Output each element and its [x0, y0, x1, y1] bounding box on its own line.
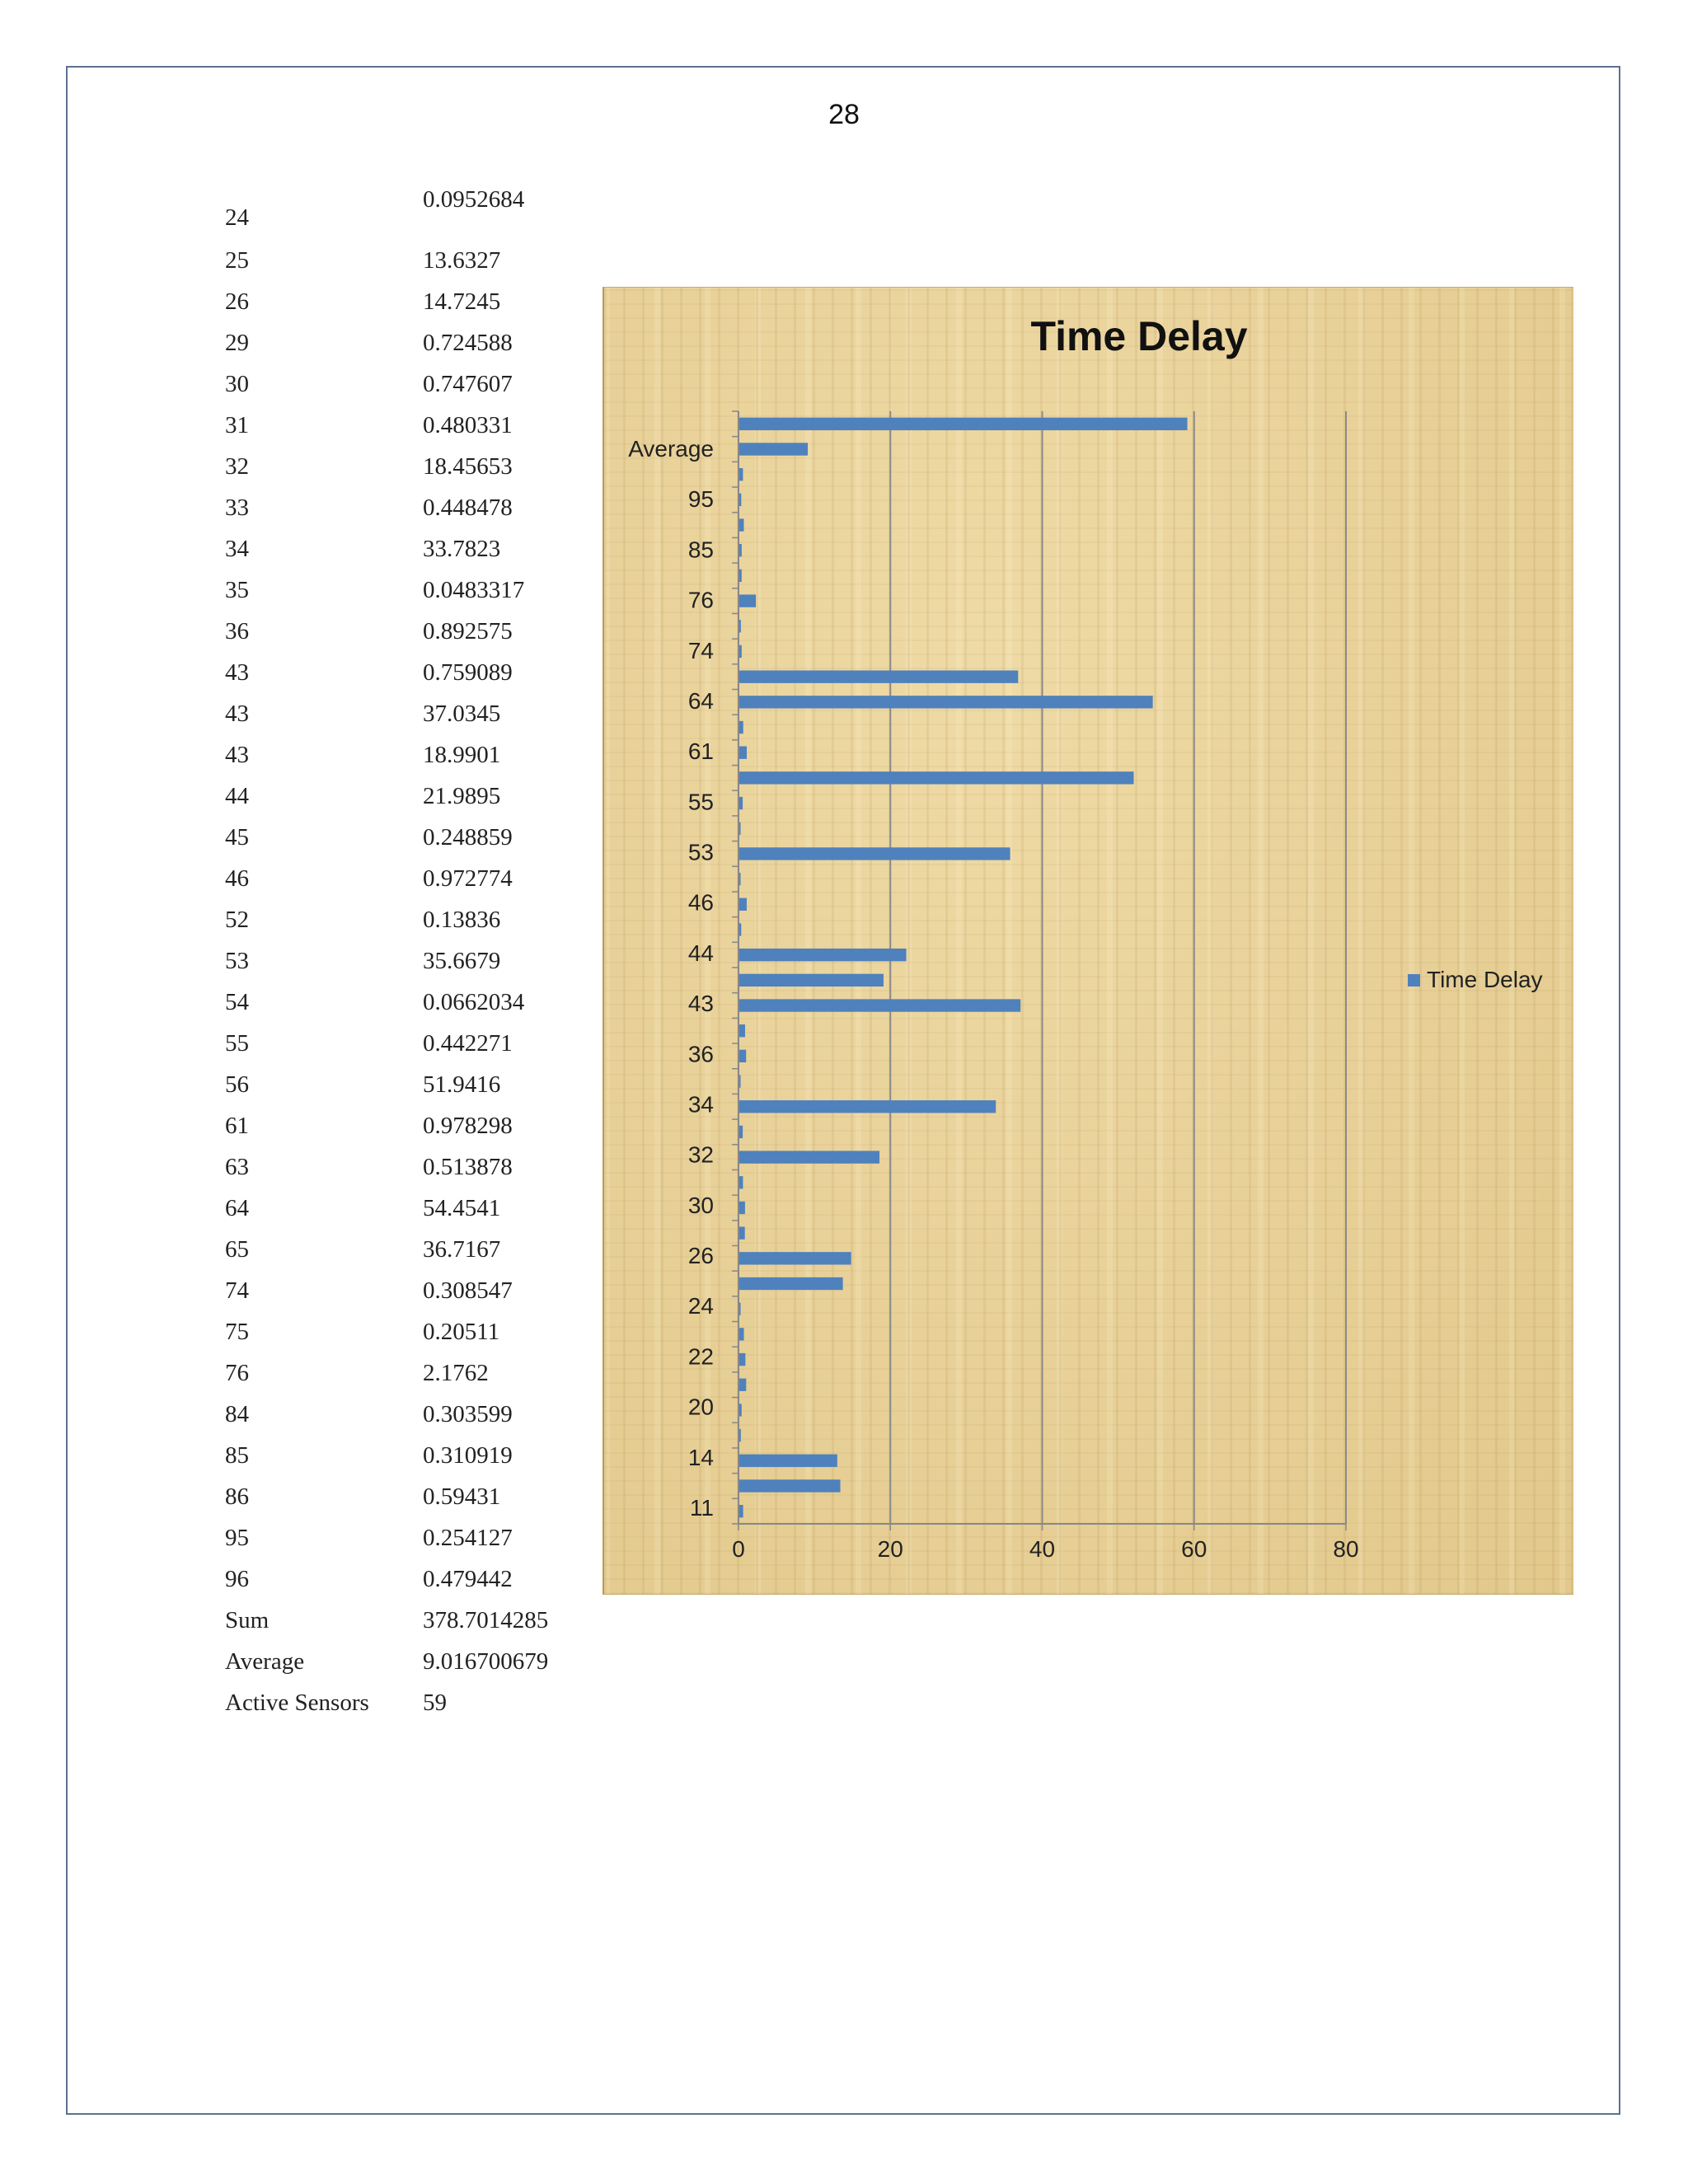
sensor-id-cell: 53 — [225, 948, 249, 974]
table-row — [225, 1147, 604, 1188]
sensor-id-cell: 25 — [225, 247, 249, 274]
time-delay-cell: 37.0345 — [423, 701, 501, 727]
bar — [739, 1100, 996, 1113]
sensor-id-cell: 46 — [225, 865, 249, 892]
bar — [739, 1126, 743, 1138]
y-tick-label: 22 — [687, 1343, 714, 1370]
table-row — [225, 1683, 604, 1724]
bar — [739, 569, 742, 582]
x-tick-label: 20 — [877, 1536, 903, 1562]
y-tick-label: 74 — [687, 637, 714, 663]
table-row — [225, 1188, 604, 1230]
bar — [739, 823, 741, 835]
sensor-id-cell: 84 — [225, 1401, 249, 1427]
bar — [739, 898, 747, 911]
time-delay-cell: 14.7245 — [423, 288, 501, 315]
bar — [739, 494, 741, 506]
sensor-id-cell: 56 — [225, 1071, 249, 1098]
time-delay-cell: 0.0483317 — [423, 577, 525, 603]
sensor-id-cell: 43 — [225, 701, 249, 727]
bar — [739, 518, 743, 531]
y-tick-label: 14 — [687, 1444, 714, 1470]
x-tick-label: 40 — [1029, 1536, 1056, 1562]
time-delay-cell: 2.1762 — [423, 1360, 489, 1386]
page-number: 28 — [828, 99, 860, 130]
bar — [739, 1252, 851, 1264]
time-delay-cell: 18.9901 — [423, 742, 501, 768]
bar — [739, 1404, 742, 1416]
sensor-id-cell: 74 — [225, 1277, 249, 1304]
table-row — [225, 941, 604, 982]
table-row — [225, 1065, 604, 1106]
sensor-id-cell: 85 — [225, 1442, 249, 1469]
y-tick-label: 53 — [687, 839, 714, 865]
bar — [739, 1429, 741, 1441]
bar — [739, 949, 907, 961]
sensor-id-cell: 61 — [225, 1113, 249, 1139]
table-row — [225, 1230, 604, 1271]
time-delay-cell: 0.308547 — [423, 1277, 513, 1304]
table-row — [225, 529, 604, 570]
y-tick-label: 26 — [687, 1243, 714, 1269]
time-delay-cell: 36.7167 — [423, 1236, 501, 1263]
time-delay-cell: 0.480331 — [423, 412, 513, 438]
table-row — [225, 694, 604, 735]
sensor-id-cell: 64 — [225, 1195, 249, 1221]
table-row — [225, 488, 604, 529]
sensor-id-cell: 45 — [225, 824, 249, 851]
time-delay-chart — [603, 287, 1573, 1595]
time-delay-cell: 0.13836 — [423, 907, 501, 933]
sensor-id-cell: 33 — [225, 494, 249, 521]
bar — [739, 1024, 745, 1037]
table-row — [225, 186, 604, 232]
bar — [739, 670, 1018, 682]
bar — [739, 468, 743, 480]
time-delay-cell: 59 — [423, 1690, 447, 1716]
sensor-id-cell: 43 — [225, 659, 249, 686]
sensor-id-cell: 34 — [225, 536, 249, 562]
time-delay-cell: 0.442271 — [423, 1030, 513, 1057]
table-row — [225, 447, 604, 488]
time-delay-cell: 0.248859 — [423, 824, 513, 851]
sensor-id-cell: 96 — [225, 1566, 249, 1592]
sensor-id-cell: 86 — [225, 1483, 249, 1510]
bar — [739, 847, 1010, 860]
bar — [739, 645, 742, 658]
bar — [739, 1479, 841, 1492]
table-row — [225, 1271, 604, 1312]
sensor-id-cell: 44 — [225, 783, 249, 809]
bar — [739, 1353, 745, 1366]
time-delay-cell: 35.6679 — [423, 948, 501, 974]
y-tick-label: 76 — [687, 587, 714, 613]
sensor-id-cell: 43 — [225, 742, 249, 768]
y-tick-label: 44 — [687, 940, 714, 966]
bar — [739, 1328, 744, 1340]
y-tick-label: 32 — [687, 1141, 714, 1168]
time-delay-cell: 9.016700679 — [423, 1648, 549, 1675]
table-row — [225, 405, 604, 447]
bar — [739, 1075, 741, 1087]
bar — [739, 443, 808, 455]
time-delay-cell: 33.7823 — [423, 536, 501, 562]
table-row — [225, 1353, 604, 1394]
bar — [739, 1050, 746, 1062]
time-delay-cell: 51.9416 — [423, 1071, 501, 1098]
table-row — [225, 1642, 604, 1683]
table-row — [225, 1024, 604, 1065]
bar — [739, 1455, 837, 1467]
bar — [739, 1151, 879, 1163]
sensor-id-cell: 31 — [225, 412, 249, 438]
bar — [739, 1379, 746, 1391]
table-row — [225, 241, 604, 282]
y-tick-label: 36 — [687, 1041, 714, 1067]
sensor-id-cell: Sum — [225, 1607, 270, 1633]
table-row — [225, 282, 604, 323]
time-delay-cell: 0.479442 — [423, 1566, 513, 1592]
time-delay-cell: 0.892575 — [423, 618, 513, 644]
time-delay-cell: 13.6327 — [423, 247, 501, 274]
bar — [739, 1277, 843, 1290]
y-tick-label: 46 — [687, 889, 714, 916]
time-delay-cell: 0.759089 — [423, 659, 513, 686]
legend-swatch — [1408, 974, 1420, 987]
time-delay-cell: 378.7014285 — [423, 1607, 549, 1633]
sensor-id-cell: 24 — [225, 204, 249, 231]
bar — [739, 1505, 743, 1517]
table-row — [225, 1477, 604, 1518]
chart-title: Time Delay — [1030, 313, 1248, 359]
time-delay-cell: 0.20511 — [423, 1319, 500, 1345]
time-delay-cell: 54.4541 — [423, 1195, 501, 1221]
bar — [739, 797, 743, 809]
bar — [739, 1303, 741, 1315]
sensor-id-cell: 75 — [225, 1319, 249, 1345]
y-tick-label: 34 — [687, 1091, 714, 1118]
y-tick-label: 61 — [687, 738, 714, 765]
chart-plot — [604, 288, 1575, 1596]
table-row — [225, 982, 604, 1024]
time-delay-cell: 0.513878 — [423, 1154, 513, 1180]
sensor-id-cell: 54 — [225, 989, 249, 1015]
bar — [739, 747, 747, 759]
time-delay-cell: 0.747607 — [423, 371, 513, 397]
sensor-id-cell: 30 — [225, 371, 249, 397]
sensor-id-cell: 29 — [225, 330, 249, 356]
time-delay-cell: 0.0662034 — [423, 989, 525, 1015]
sensor-id-cell: 76 — [225, 1360, 249, 1386]
sensor-id-cell: 65 — [225, 1236, 249, 1263]
y-tick-label: 24 — [687, 1293, 714, 1319]
table-row — [225, 612, 604, 653]
sensor-id-cell: 52 — [225, 907, 249, 933]
y-tick-label: Average — [628, 436, 714, 462]
table-row — [225, 900, 604, 941]
bar — [739, 923, 741, 935]
x-tick-label: 80 — [1333, 1536, 1359, 1562]
table-row — [225, 1436, 604, 1477]
table-row — [225, 1601, 604, 1642]
sensor-id-cell: 55 — [225, 1030, 249, 1057]
time-delay-cell: 0.972774 — [423, 865, 513, 892]
bar — [739, 771, 1134, 784]
y-tick-label: 95 — [687, 486, 714, 513]
x-tick-label: 0 — [732, 1536, 745, 1562]
y-tick-label: 30 — [687, 1192, 714, 1218]
x-tick-label: 60 — [1181, 1536, 1207, 1562]
time-delay-cell: 0.310919 — [423, 1442, 513, 1469]
bar — [739, 544, 742, 556]
bar — [739, 620, 741, 632]
y-tick-label: 11 — [689, 1495, 714, 1521]
table-row — [225, 1312, 604, 1353]
table-row — [225, 653, 604, 694]
sensor-id-cell: 95 — [225, 1525, 249, 1551]
time-delay-cell: 0.978298 — [423, 1113, 513, 1139]
bar — [739, 999, 1020, 1011]
sensor-id-cell: 36 — [225, 618, 249, 644]
y-tick-label: 55 — [687, 789, 714, 815]
y-tick-label: 85 — [687, 537, 714, 563]
legend-label: Time Delay — [1427, 967, 1543, 992]
time-delay-cell: 0.59431 — [423, 1483, 501, 1510]
table-row — [225, 364, 604, 405]
table-row — [225, 859, 604, 900]
table-row — [225, 1394, 604, 1436]
table-row — [225, 818, 604, 859]
bar — [739, 696, 1153, 708]
bar — [739, 974, 884, 987]
time-delay-cell: 0.254127 — [423, 1525, 513, 1551]
sensor-id-cell: Average — [225, 1648, 305, 1675]
y-tick-label: 43 — [687, 991, 714, 1017]
bar — [739, 1226, 745, 1239]
bar — [739, 721, 743, 733]
sensor-id-cell: 63 — [225, 1154, 249, 1180]
time-delay-cell: 0.0952684 — [423, 186, 525, 213]
sensor-id-cell: Active Sensors — [225, 1690, 369, 1716]
bar — [739, 418, 1188, 430]
bar — [739, 594, 756, 607]
table-row — [225, 1559, 604, 1601]
y-tick-label: 20 — [687, 1394, 714, 1420]
bar — [739, 1176, 743, 1188]
time-delay-cell: 0.303599 — [423, 1401, 513, 1427]
time-delay-cell: 21.9895 — [423, 783, 501, 809]
table-row — [225, 323, 604, 364]
sensor-id-cell: 26 — [225, 288, 249, 315]
sensor-id-cell: 32 — [225, 453, 249, 480]
time-delay-cell: 18.45653 — [423, 453, 513, 480]
sensor-id-cell: 35 — [225, 577, 249, 603]
chart-legend — [1408, 967, 1543, 993]
bar — [739, 1202, 745, 1214]
table-row — [225, 776, 604, 818]
time-delay-cell: 0.448478 — [423, 494, 513, 521]
table-row — [225, 570, 604, 612]
table-row — [225, 735, 604, 776]
bar — [739, 873, 741, 885]
table-row — [225, 1518, 604, 1559]
table-row — [225, 1106, 604, 1147]
y-tick-label: 64 — [687, 687, 714, 714]
time-delay-cell: 0.724588 — [423, 330, 513, 356]
